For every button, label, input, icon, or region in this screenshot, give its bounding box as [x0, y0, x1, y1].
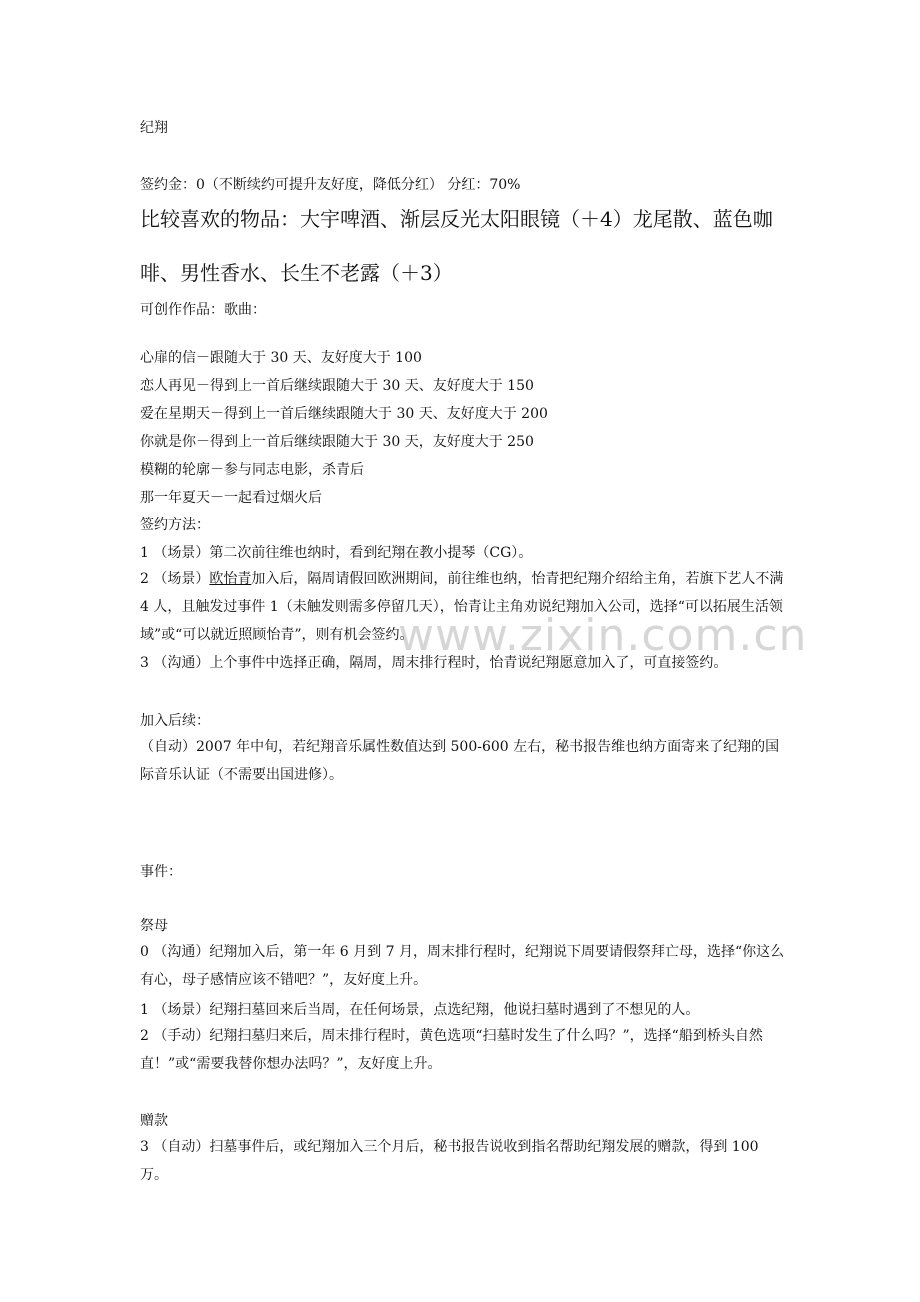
sign-step-2: [140, 565, 785, 649]
song-line: 心扉的信－跟随大于 30 天、友好度大于 100: [140, 350, 422, 366]
song-line: 你就是你－得到上一首后继续跟随大于 30 天，友好度大于 250: [140, 434, 534, 450]
song-line: 那一年夏天－一起看过烟火后: [140, 490, 322, 506]
after-join-item: （自动）2007 年中旬，若纪翔音乐属性数值达到 500-600 左右，秘书报告维也纳方面寄来了纪翔的国际音乐认证（不需要出国进修）。: [140, 739, 780, 783]
contract-fee-line: 签约金：0（不断续约可提升友好度，降低分红） 分红：70%: [140, 177, 521, 193]
watermark: www.zixin.com.cn: [398, 610, 808, 661]
sign-step-2-text: 加入后，隔周请假回欧洲期间，前往维也纳，怡青把纪翔介绍给主角，若旗下艺人不满 4 人，且触发过事件 1（未触发则需多停留几天），怡青让主角劝说纪翔加入公司，选择“可以拓展生活领域”或“可以就近照顾怡青”，则有机会签约。: [140, 571, 784, 643]
event-3: 3 （自动）扫墓事件后，或纪翔加入三个月后，秘书报告说收到指名帮助纪翔发展的赠款，得到 100 万。: [140, 1139, 759, 1183]
song-line: 模糊的轮廓－参与同志电影，杀青后: [140, 462, 364, 478]
after-join-label: 加入后续：: [140, 713, 210, 729]
section-heading-zeng-kuan: 赠款: [140, 1113, 168, 1129]
song-line: 恋人再见－得到上一首后继续跟随大于 30 天、友好度大于 150: [140, 378, 534, 394]
sign-method-label: 签约方法：: [140, 517, 210, 533]
works-label: 可创作作品：歌曲：: [140, 302, 266, 318]
event-1: 1 （场景）纪翔扫墓回来后当周，在任何场景，点选纪翔，他说扫墓时遇到了不想见的人。: [140, 1002, 700, 1018]
person-link-ou-yiqing[interactable]: 欧怡青: [209, 571, 252, 587]
section-heading-ji-mu: 祭母: [140, 918, 168, 934]
favorite-items-line: 比较喜欢的物品：大宇啤酒、渐层反光太阳眼镜（＋4）龙尾散、蓝色咖啡、男性香水、长生不老露（＋3）: [140, 207, 773, 285]
sign-step-3: 3 （沟通）上个事件中选择正确，隔周，周末排行程时，怡青说纪翔愿意加入了，可直接签约。: [140, 655, 728, 671]
event-2: 2 （手动）纪翔扫墓归来后，周末排行程时，黄色选项“扫墓时发生了什么吗？”，选择“船到桥头自然直！”或“需要我替你想办法吗？”，友好度上升。: [140, 1028, 763, 1072]
sign-step-1: 1 （场景）第二次前往维也纳时，看到纪翔在教小提琴（CG）。: [140, 545, 533, 561]
document-title: 纪翔: [140, 120, 168, 136]
sign-step-2-prefix: 2 （场景）: [140, 571, 210, 587]
song-line: 爱在星期天－得到上一首后继续跟随大于 30 天、友好度大于 200: [140, 406, 548, 422]
event-0: 0 （沟通）纪翔加入后，第一年 6 月到 7 月，周末排行程时，纪翔说下周要请假祭拜亡母，选择“你这么有心，母子感情应该不错吧？”，友好度上升。: [140, 944, 785, 988]
events-label: 事件：: [140, 864, 182, 880]
